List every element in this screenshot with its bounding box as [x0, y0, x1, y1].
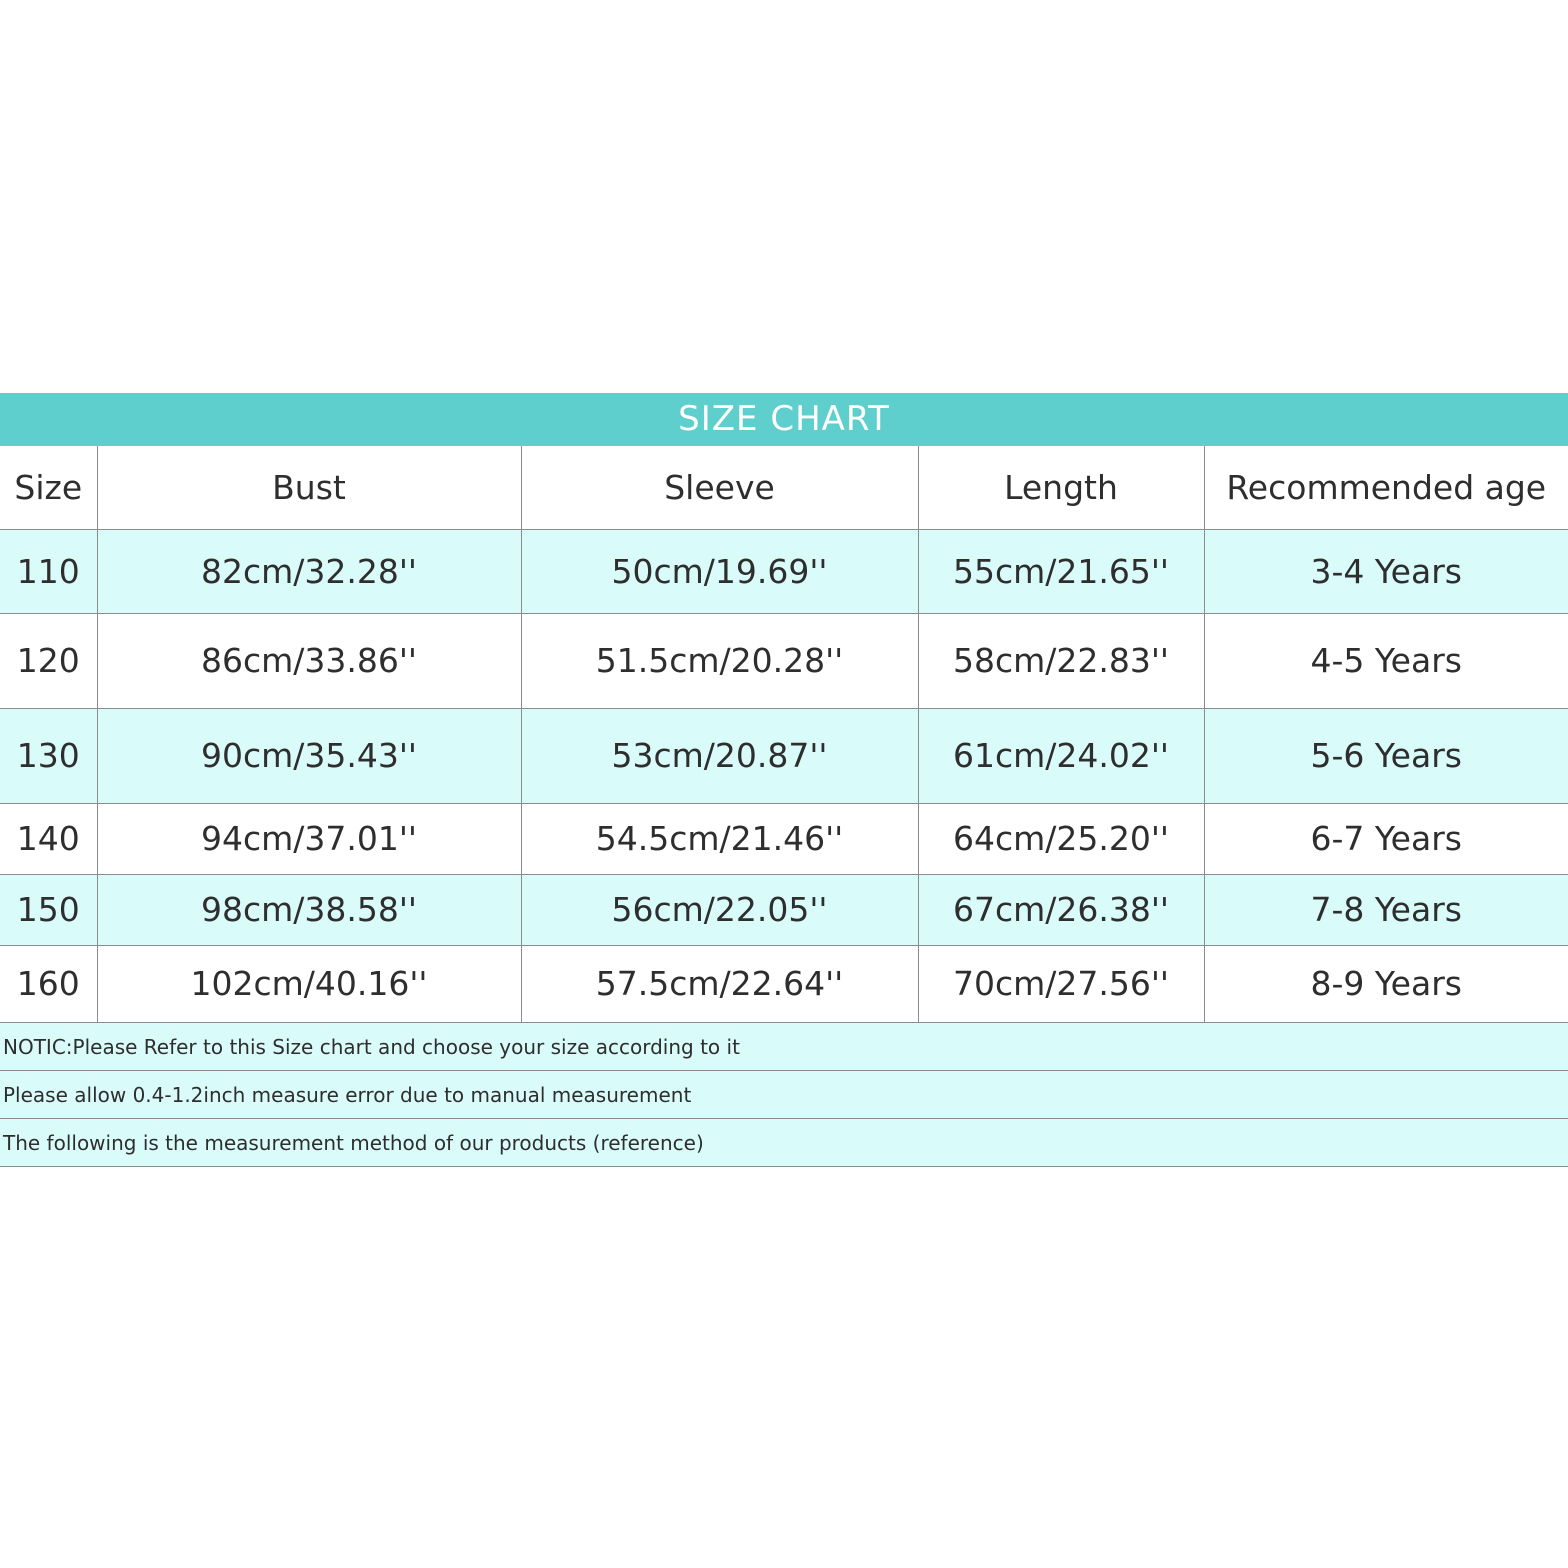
- table-row: [0, 613, 1568, 708]
- cell-bust: 82cm/32.28'': [97, 529, 521, 613]
- cell-length: 70cm/27.56'': [918, 945, 1204, 1022]
- cell-size: 150: [0, 874, 97, 945]
- header-sleeve: Sleeve: [521, 446, 918, 529]
- cell-age: 4-5 Years: [1204, 613, 1568, 708]
- table-header-row: [0, 446, 1568, 529]
- cell-length: 58cm/22.83'': [918, 613, 1204, 708]
- cell-size: 120: [0, 613, 97, 708]
- size-chart: [0, 393, 1568, 1167]
- cell-length: 67cm/26.38'': [918, 874, 1204, 945]
- cell-size: 160: [0, 945, 97, 1022]
- header-recommended-age: Recommended age: [1204, 446, 1568, 529]
- cell-size: 130: [0, 708, 97, 803]
- cell-age: 7-8 Years: [1204, 874, 1568, 945]
- table-row: [0, 874, 1568, 945]
- cell-bust: 94cm/37.01'': [97, 803, 521, 874]
- cell-bust: 102cm/40.16'': [97, 945, 521, 1022]
- size-chart-title: SIZE CHART: [0, 393, 1568, 446]
- cell-sleeve: 53cm/20.87'': [521, 708, 918, 803]
- note-line: NOTIC:Please Refer to this Size chart and choose your size according to it: [0, 1023, 1568, 1071]
- cell-bust: 90cm/35.43'': [97, 708, 521, 803]
- table-row: [0, 529, 1568, 613]
- cell-length: 55cm/21.65'': [918, 529, 1204, 613]
- note-line: The following is the measurement method of our products (reference): [0, 1119, 1568, 1167]
- cell-bust: 86cm/33.86'': [97, 613, 521, 708]
- cell-sleeve: 56cm/22.05'': [521, 874, 918, 945]
- cell-age: 6-7 Years: [1204, 803, 1568, 874]
- notes-section: [0, 1023, 1568, 1167]
- cell-sleeve: 54.5cm/21.46'': [521, 803, 918, 874]
- header-size: Size: [0, 446, 97, 529]
- cell-age: 3-4 Years: [1204, 529, 1568, 613]
- cell-length: 64cm/25.20'': [918, 803, 1204, 874]
- header-length: Length: [918, 446, 1204, 529]
- size-table: [0, 446, 1568, 1023]
- cell-bust: 98cm/38.58'': [97, 874, 521, 945]
- cell-size: 110: [0, 529, 97, 613]
- header-bust: Bust: [97, 446, 521, 529]
- table-row: [0, 708, 1568, 803]
- note-line: Please allow 0.4-1.2inch measure error due to manual measurement: [0, 1071, 1568, 1119]
- cell-sleeve: 51.5cm/20.28'': [521, 613, 918, 708]
- cell-age: 8-9 Years: [1204, 945, 1568, 1022]
- cell-size: 140: [0, 803, 97, 874]
- table-row: [0, 945, 1568, 1022]
- cell-length: 61cm/24.02'': [918, 708, 1204, 803]
- cell-sleeve: 57.5cm/22.64'': [521, 945, 918, 1022]
- cell-age: 5-6 Years: [1204, 708, 1568, 803]
- cell-sleeve: 50cm/19.69'': [521, 529, 918, 613]
- table-row: [0, 803, 1568, 874]
